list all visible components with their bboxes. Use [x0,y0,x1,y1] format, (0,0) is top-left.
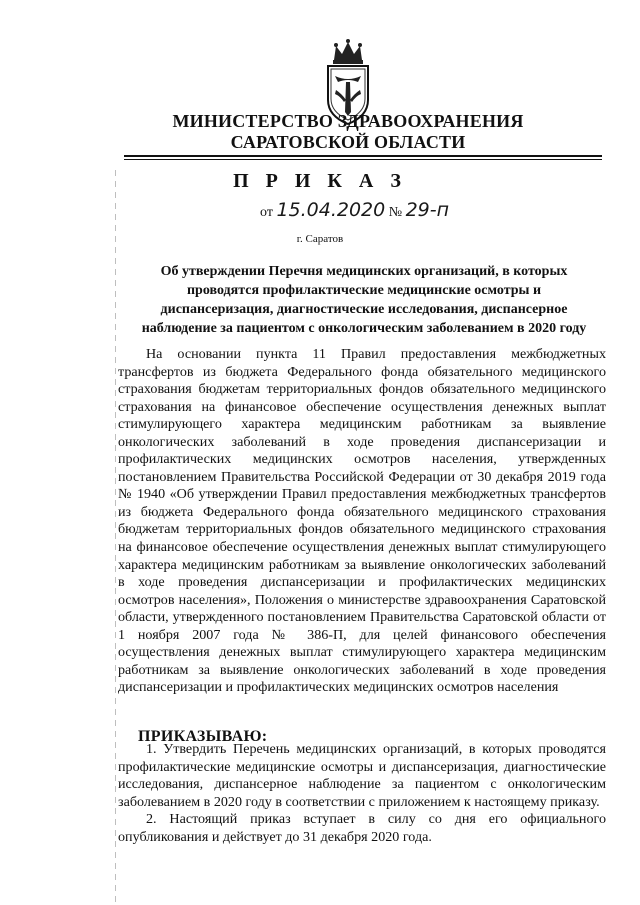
order-subject: Об утверждении Перечня медицинских организаций, в которых проводятся профилактические медицинские осмотры и диспансеризация, диагностические исследования, диспансерное наблюдение за пациентом с онкологическим заболеванием в 2020 году [141,264,587,336]
orders-heading: ПРИКАЗЫВАЮ: [138,728,268,745]
preamble [118,346,606,697]
number-prefix: № [388,205,403,220]
ministry-heading [120,111,576,153]
order-date-number [260,199,449,221]
ministry-line-1: МИНИСТЕРСТВО ЗДРАВООХРАНЕНИЯ [172,111,524,131]
header-rule-thin [124,159,602,160]
order-title: П Р И К А З [233,170,407,192]
order-item-2: 2. Настоящий приказ вступает в силу со дня его официального опубликования и действует до 31 декабря 2020 года. [118,811,606,845]
ministry-line-2: САРАТОВСКОЙ ОБЛАСТИ [230,132,466,152]
handwritten-date: 15.04.2020 [276,199,386,221]
date-prefix: от [260,205,273,220]
order-items [118,741,606,847]
header-rule-thick [124,155,602,157]
preamble-paragraph: На основании пункта 11 Правил предоставления межбюджетных трансфертов из бюджета Федерального фонда обязательного медицинского страхования бюджетам территориальных фондов обязательного медицинского страхования на финансовое обеспечение осуществления денежных выплат стимулирующего характера медицинским работникам за выявление онкологических заболеваний в ходе проведения диспансеризации и профилактических медицинских осмотров населения, утвержденных постановлением Правительства Российской Федерации от 30 декабря 2019 года № 1940 «Об утверждении Правил предоставления межбюджетных трансфертов из бюджета Федерального фонда обязательного медицинского страхования бюджетам территориальных фондов обязательного медицинского страхования на финансовое обеспечение осуществления денежных выплат стимулирующего характера медицинским работникам за выявление онкологических заболеваний в ходе проведения диспансеризации и профилактических медицинских осмотров населения», Положения о министерстве здравоохранения Саратовской области, утвержденного постановлением Правительства Саратовской области от 1 ноября 2007 года № 386-П, для целей финансового обеспечения осуществления денежных выплат стимулирующего характера медицинским работникам за выявление онкологических заболеваний в ходе проведения диспансеризации и профилактических медицинских осмотров населения [118,346,606,696]
order-item-1: 1. Утвердить Перечень медицинских организаций, в которых проводятся профилактические медицинские осмотры и диспансеризация, диагностические исследования, диспансерное наблюдение за пациентом с онкологическим заболеванием в 2020 году в соответствии с приложением к настоящему приказу. [118,741,606,810]
handwritten-number: 29-п [405,199,450,221]
city-line: г. Саратов [296,233,344,245]
scan-margin-artifact [115,170,116,905]
